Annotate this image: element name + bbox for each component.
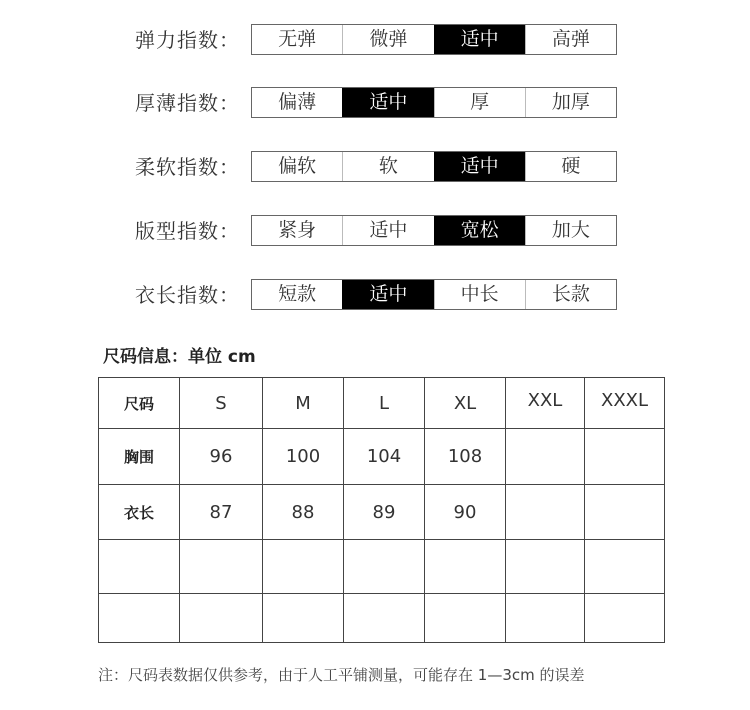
table-header-row bbox=[99, 378, 665, 429]
table-cell: 87 bbox=[180, 485, 263, 540]
index-scale bbox=[251, 151, 617, 182]
index-row-length bbox=[0, 278, 750, 312]
index-scale bbox=[251, 24, 617, 55]
table-cell bbox=[585, 485, 665, 540]
row-header-cell: 衣长 bbox=[99, 485, 180, 540]
table-cell bbox=[99, 594, 180, 643]
disclaimer-note: 注：尺码表数据仅供参考，由于人工平铺测量，可能存在 1—3cm 的误差 bbox=[98, 666, 585, 684]
index-scale bbox=[251, 215, 617, 246]
index-row-elasticity bbox=[0, 23, 750, 57]
table-cell bbox=[585, 540, 665, 594]
table-row bbox=[99, 540, 665, 594]
table-cell bbox=[263, 540, 344, 594]
table-row bbox=[99, 429, 665, 485]
table-cell: 104 bbox=[344, 429, 425, 485]
index-option: 无弹 bbox=[278, 28, 317, 50]
table-row bbox=[99, 485, 665, 540]
table-cell: 88 bbox=[263, 485, 344, 540]
index-row-thickness bbox=[0, 86, 750, 120]
index-option: 中长 bbox=[434, 280, 525, 309]
index-option: 长款 bbox=[525, 280, 616, 309]
index-option: 短款 bbox=[278, 283, 317, 305]
index-option-selected: 适中 bbox=[434, 152, 525, 181]
index-option: 厚 bbox=[434, 88, 525, 117]
index-scale bbox=[251, 87, 617, 118]
index-option-selected: 适中 bbox=[434, 25, 525, 54]
table-row bbox=[99, 594, 665, 643]
index-option: 微弹 bbox=[342, 25, 433, 54]
row-header-cell: 胸围 bbox=[99, 429, 180, 485]
table-cell bbox=[506, 429, 585, 485]
index-option: 偏软 bbox=[278, 155, 317, 177]
table-cell: 90 bbox=[425, 485, 506, 540]
index-label: 厚薄指数： bbox=[135, 91, 240, 115]
table-cell bbox=[425, 594, 506, 643]
index-option: 加厚 bbox=[525, 88, 616, 117]
index-option: 硬 bbox=[525, 152, 616, 181]
index-option: 偏薄 bbox=[278, 91, 317, 113]
index-option-selected: 适中 bbox=[342, 88, 433, 117]
index-label: 弹力指数： bbox=[135, 28, 240, 52]
index-scale bbox=[251, 279, 617, 310]
size-info-title: 尺码信息：单位 cm bbox=[103, 347, 256, 367]
table-cell bbox=[585, 594, 665, 643]
index-option-selected: 适中 bbox=[342, 280, 433, 309]
table-cell bbox=[99, 540, 180, 594]
header-cell: XL bbox=[425, 378, 506, 429]
index-row-softness bbox=[0, 150, 750, 184]
table-cell bbox=[263, 594, 344, 643]
header-cell: 尺码 bbox=[99, 378, 180, 429]
header-cell: XXXL bbox=[585, 378, 665, 429]
header-cell: L bbox=[344, 378, 425, 429]
table-cell bbox=[506, 485, 585, 540]
table-cell bbox=[180, 540, 263, 594]
table-cell bbox=[180, 594, 263, 643]
header-cell: XXL bbox=[506, 378, 585, 429]
index-option: 加大 bbox=[525, 216, 616, 245]
index-option: 高弹 bbox=[525, 25, 616, 54]
table-cell: 89 bbox=[344, 485, 425, 540]
index-label: 柔软指数： bbox=[135, 155, 240, 179]
table-cell bbox=[425, 540, 506, 594]
table-cell bbox=[344, 594, 425, 643]
table-cell: 96 bbox=[180, 429, 263, 485]
header-cell: S bbox=[180, 378, 263, 429]
index-option: 软 bbox=[342, 152, 433, 181]
header-cell: M bbox=[263, 378, 344, 429]
index-option: 适中 bbox=[342, 216, 433, 245]
index-row-fit bbox=[0, 214, 750, 248]
table-cell bbox=[344, 540, 425, 594]
index-label: 版型指数： bbox=[135, 219, 240, 243]
index-option: 紧身 bbox=[278, 219, 317, 241]
table-cell: 100 bbox=[263, 429, 344, 485]
size-table bbox=[98, 377, 665, 643]
table-cell bbox=[506, 594, 585, 643]
table-cell bbox=[585, 429, 665, 485]
index-option-selected: 宽松 bbox=[434, 216, 525, 245]
index-label: 衣长指数： bbox=[135, 283, 240, 307]
table-cell bbox=[506, 540, 585, 594]
table-cell: 108 bbox=[425, 429, 506, 485]
